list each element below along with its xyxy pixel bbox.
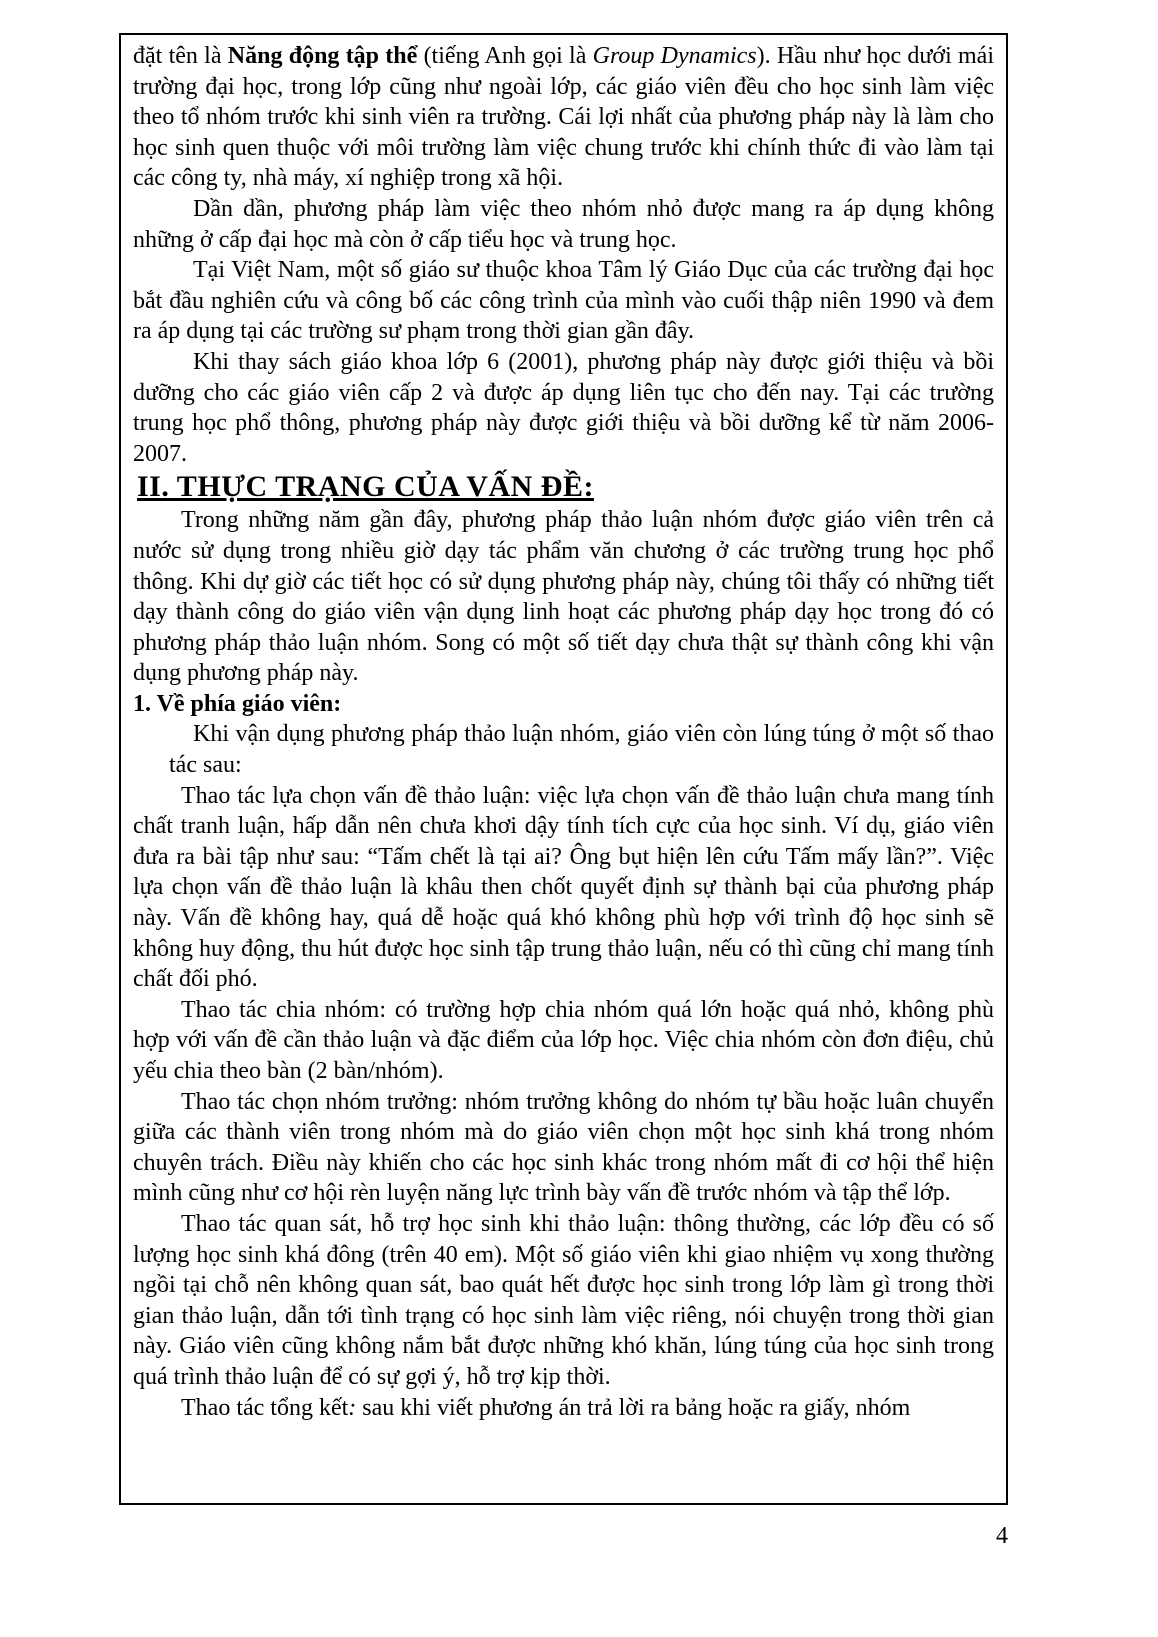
- paragraph-textbook-change: Khi thay sách giáo khoa lớp 6 (2001), phương pháp này được giới thiệu và bồi dưỡng cho các giáo viên cấp 2 và được áp dụng liên tục cho đến nay. Tại các trường trung học phổ thông, phương pháp này được giới thiệu và bồi dưỡng kể từ năm 2006-2007.: [133, 348, 994, 467]
- paragraph-group-division: Thao tác chia nhóm: có trường hợp chia nhóm quá lớn hoặc quá nhỏ, không phù hợp với vấn đề cần thảo luận và đặc điểm của lớp học. Việc chia nhóm còn đơn điệu, chủ yếu chia theo bàn (2 bàn/nhóm).: [133, 996, 994, 1084]
- p1-mid: (tiếng Anh gọi là: [417, 43, 593, 69]
- p1-post: ). Hầu như học dưới mái trường đại học, trong lớp cũng như ngoài lớp, các giáo viên đều cho học sinh làm việc theo tổ nhóm trước khi sinh viên ra trường. Cái lợi nhất của phương pháp này là làm cho học sinh quen thuộc với môi trường làm việc chung trước khi chính thức đi vào làm tại các công ty, nhà máy, xí nghiệp trong xã hội.: [133, 43, 994, 192]
- p11-pre: Thao tác tổng kết: [181, 1394, 349, 1421]
- paragraph-leader-selection: Thao tác chọn nhóm trưởng: nhóm trưởng không do nhóm tự bầu hoặc luân chuyển giữa các thành viên trong nhóm mà do giáo viên chọn một học sinh khá trong nhóm chuyên trách. Điều này khiến cho các học sinh khác trong nhóm mất đi cơ hội thể hiện mình cũng như cơ hội rèn luyện năng lực trình bày vấn đề trước nhóm và tập thể lớp.: [133, 1088, 994, 1207]
- paragraph-vietnam-research: Tại Việt Nam, một số giáo sư thuộc khoa Tâm lý Giáo Dục của các trường đại học bắt đầu nghiên cứu và công bố các công trình của mình vào cuối thập niên 1990 và đem ra áp dụng tại các trường sư phạm trong thời gian gần đây.: [133, 257, 994, 345]
- paragraph-observation-support: Thao tác quan sát, hỗ trợ học sinh khi thảo luận: thông thường, các lớp đều có số lượng học sinh khá đông (trên 40 em). Một số giáo viên khi giao nhiệm vụ xong thường ngồi tại chỗ nên không quan sát, bao quát hết được học sinh trong lớp làm gì trong thời gian thảo luận, dẫn tới tình trạng có học sinh làm việc riêng, nói chuyện trong thời gian này. Giáo viên cũng không nắm bắt được những khó khăn, lúng túng của học sinh trong quá trình thảo luận để có sự gợi ý, hỗ trợ kịp thời.: [133, 1210, 994, 1390]
- p1-pre: đặt tên là: [133, 43, 228, 69]
- page-frame: [119, 33, 1008, 1505]
- subheading-teachers: 1. Về phía giáo viên:: [133, 690, 342, 717]
- page-number: 4: [996, 1523, 1008, 1549]
- paragraph-topic-selection: Thao tác lựa chọn vấn đề thảo luận: việc lựa chọn vấn đề thảo luận chưa mang tính chất tranh luận, hấp dẫn nên chưa khơi dậy tính tích cực của học sinh. Ví dụ, giáo viên đưa ra bài tập như sau: “Tấm chết là tại ai? Ông bụt hiện lên cứu Tấm mấy lần?”. Việc lựa chọn vấn đề thảo luận là khâu then chốt quyết định sự thành bại của phương pháp này. Vấn đề không hay, quá dễ hoặc quá khó không phù hợp với trình độ học sinh sẽ không huy động, thu hút được học sinh tập trung thảo luận, nếu có thì cũng chỉ mang tính chất đối phó.: [133, 782, 994, 993]
- paragraph-teacher-difficulties: Khi vận dụng phương pháp thảo luận nhóm, giáo viên còn lúng túng ở một số thao tác sau:: [169, 721, 994, 779]
- p1-bold-term: Năng động tập thể: [227, 43, 418, 69]
- paragraph-group-dynamics: [133, 41, 994, 194]
- paragraph-current-situation: Trong những năm gần đây, phương pháp thảo luận nhóm được giáo viên trên cả nước sử dụng trong nhiều giờ dạy tác phẩm văn chương ở các trường trung học phổ thông. Khi dự giờ các tiết học có sử dụng phương pháp này, chúng tôi thấy có những tiết dạy thành công do giáo viên vận dụng linh hoạt các phương pháp dạy học trong đó có phương pháp thảo luận nhóm. Song có một số tiết dạy chưa thật sự thành công khi vận dụng phương pháp này.: [133, 507, 994, 687]
- p11-italic-colon: :: [348, 1394, 357, 1421]
- section-heading: II. THỰC TRẠNG CỦA VẤN ĐỀ:: [137, 470, 594, 504]
- p11-post: sau khi viết phương án trả lời ra bảng hoặc ra giấy, nhóm: [356, 1394, 911, 1421]
- paragraph-summary: [133, 1393, 994, 1424]
- paragraph-gradual-adoption: Dần dần, phương pháp làm việc theo nhóm nhỏ được mang ra áp dụng không những ở cấp đại học mà còn ở cấp tiểu học và trung học.: [133, 195, 994, 253]
- p1-italic-term: Group Dynamics: [592, 43, 757, 69]
